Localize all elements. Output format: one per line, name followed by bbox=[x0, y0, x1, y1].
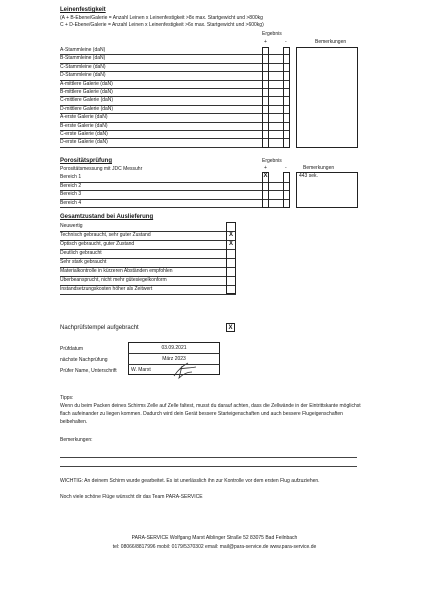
pruef-next-value[interactable]: März 2023 bbox=[162, 356, 186, 362]
leinen-minus-header: - bbox=[285, 39, 287, 45]
pruef-datum-label: Prüfdatum bbox=[60, 346, 84, 352]
gesamt-title: Gesamtzustand bei Auslieferung bbox=[60, 214, 154, 220]
leinen-row-label: A-mittlere Galerie (daN) bbox=[60, 80, 113, 87]
tipps-title: Tipps: bbox=[60, 395, 74, 401]
poros-title: Porositätsprüfung bbox=[60, 158, 112, 164]
leinen-plus-header: + bbox=[264, 39, 267, 45]
pruef-name-label: Prüfer Name, Unterschrift bbox=[60, 368, 117, 374]
gesamt-row-label: Instandsetzungskosten höher als Zeitwert bbox=[60, 286, 153, 292]
leinen-row-line bbox=[60, 147, 290, 148]
leinen-row-label: C-erste Galerie (daN) bbox=[60, 131, 108, 137]
leinen-note-1: (A + B-Ebene/Galerie = Anzahl Leinen x Leinenfestigkeit >8x max. Startgewicht und >800kg bbox=[60, 15, 263, 21]
poros-row-label: Bereich 2 bbox=[60, 182, 82, 189]
gesamt-mark-optisch: X bbox=[228, 241, 233, 247]
leinen-row-label: A-erste Galerie (daN) bbox=[60, 114, 108, 121]
leinen-row-label: D-mittlere Galerie (daN) bbox=[60, 105, 114, 112]
stempel-mark: X bbox=[228, 325, 233, 331]
tipps-line-1: Wenn du beim Packen deines Schirms Zelle auf Zelle faltest, musst du darauf achten, dass die Zellwände in der Eintrittskante möglichst bbox=[60, 403, 361, 409]
poros-method: Porositätsmessung mit JDC Messuhr bbox=[60, 166, 143, 172]
poros-result-header: Ergebnis bbox=[262, 158, 282, 164]
leinen-row-label: A-Stammleine (daN) bbox=[60, 47, 106, 53]
leinen-row-label: C-Stammleine (daN) bbox=[60, 63, 106, 70]
poros-remarks-header: Bemerkungen bbox=[303, 165, 335, 171]
poros-row-line bbox=[60, 199, 290, 200]
gesamt-row-label: Deutlich gebraucht bbox=[60, 250, 102, 256]
leinen-note-2: C + D-Ebene/Galerie = Anzahl Leinen x Leinenfestigkeit >6x max. Startgewicht und >600kg) bbox=[60, 22, 264, 28]
pruef-name-value[interactable]: W. Marxt bbox=[131, 367, 151, 373]
poros-row-label: Bereich 1 bbox=[60, 174, 82, 180]
poros-row-label: Bereich 4 bbox=[60, 199, 82, 206]
gesamt-row-line bbox=[60, 294, 236, 295]
leinen-plus-column[interactable] bbox=[262, 47, 269, 148]
pruef-datum-value[interactable]: 03.09.2021 bbox=[161, 345, 187, 351]
poros-minus-header: - bbox=[285, 165, 287, 171]
pruef-divider-1 bbox=[128, 353, 220, 354]
gesamt-row-label: Sehr stark gebraucht bbox=[60, 259, 107, 265]
signature-icon bbox=[170, 360, 200, 380]
gesamt-row-label: Technisch gebraucht, sehr guter Zustand bbox=[60, 232, 151, 238]
poros-row-line bbox=[60, 207, 290, 208]
leinen-row-label: C-mittlere Galerie (daN) bbox=[60, 97, 114, 104]
leinen-title: Leinenfestigkeit bbox=[60, 7, 106, 13]
leinen-row-label: B-Stammleine (daN) bbox=[60, 55, 106, 62]
bemerkungen-label: Bemerkungen: bbox=[60, 437, 93, 443]
leinen-remarks-header: Bemerkungen bbox=[315, 39, 347, 45]
poros-minus-column[interactable] bbox=[283, 172, 290, 208]
gesamt-row-label: Überbeansprucht, nicht mehr gütesiegelkonform bbox=[60, 277, 167, 283]
leinen-row-label: B-mittlere Galerie (daN) bbox=[60, 89, 113, 95]
leinen-remarks-box[interactable] bbox=[296, 47, 358, 148]
footer-address: PARA-SERVICE Wolfgang Marxt Aiblinger Straße 52 83075 Bad Feilnbach bbox=[131, 535, 298, 541]
footer-contact: tel: 08066/8817996 mobil: 0179/5370302 email: mail@para-service.de www.para-service.de bbox=[112, 544, 317, 550]
poros-row-label: Bereich 3 bbox=[60, 191, 82, 197]
stempel-label: Nachprüfstempel aufgebracht bbox=[60, 325, 139, 331]
leinen-minus-column[interactable] bbox=[283, 47, 290, 148]
leinen-row-label: D-erste Galerie (daN) bbox=[60, 139, 108, 146]
leinen-result-header: Ergebnis bbox=[262, 31, 282, 37]
gruss-text: Noch viele schöne Flüge wünscht dir das Team PARA-SERVICE bbox=[60, 494, 203, 500]
tipps-line-3: beibehalten. bbox=[60, 419, 88, 425]
bemerkungen-line-2[interactable] bbox=[60, 466, 357, 467]
gesamt-row-label: Neuwertig bbox=[60, 223, 83, 229]
gesamt-row-label: Materialkontrolle in kürzeren Abständen empfohlen bbox=[60, 268, 173, 274]
poros-plus-header: + bbox=[264, 165, 267, 171]
poros-row1-mark: X bbox=[263, 173, 268, 179]
tipps-line-2: flach aufeinander zu liegen kommen. Dadurch wird dein Gerät bessere Starteigenschaften und auch bessere Flugeigenschaften bbox=[60, 411, 343, 417]
pruef-next-label: nächste Nachprüfung bbox=[60, 357, 108, 363]
bemerkungen-line-1[interactable] bbox=[60, 457, 357, 458]
leinen-row-label: B-erste Galerie (daN) bbox=[60, 122, 108, 129]
gesamt-mark-technisch: X bbox=[228, 232, 233, 238]
poros-row-line bbox=[60, 182, 290, 183]
poros-row-line bbox=[60, 190, 290, 191]
wichtig-text: WICHTIG: An deinem Schirm wurde gearbeitet. Es ist unerlässlich ihn zur Kontrolle vor dem ersten Flug aufzuziehen. bbox=[60, 478, 320, 484]
leinen-row-label: D-Stammleine (daN) bbox=[60, 72, 106, 79]
poros-row1-remark: 443 sek. bbox=[299, 173, 318, 179]
gesamt-row-label: Optisch gebraucht, guter Zustand bbox=[60, 241, 135, 247]
